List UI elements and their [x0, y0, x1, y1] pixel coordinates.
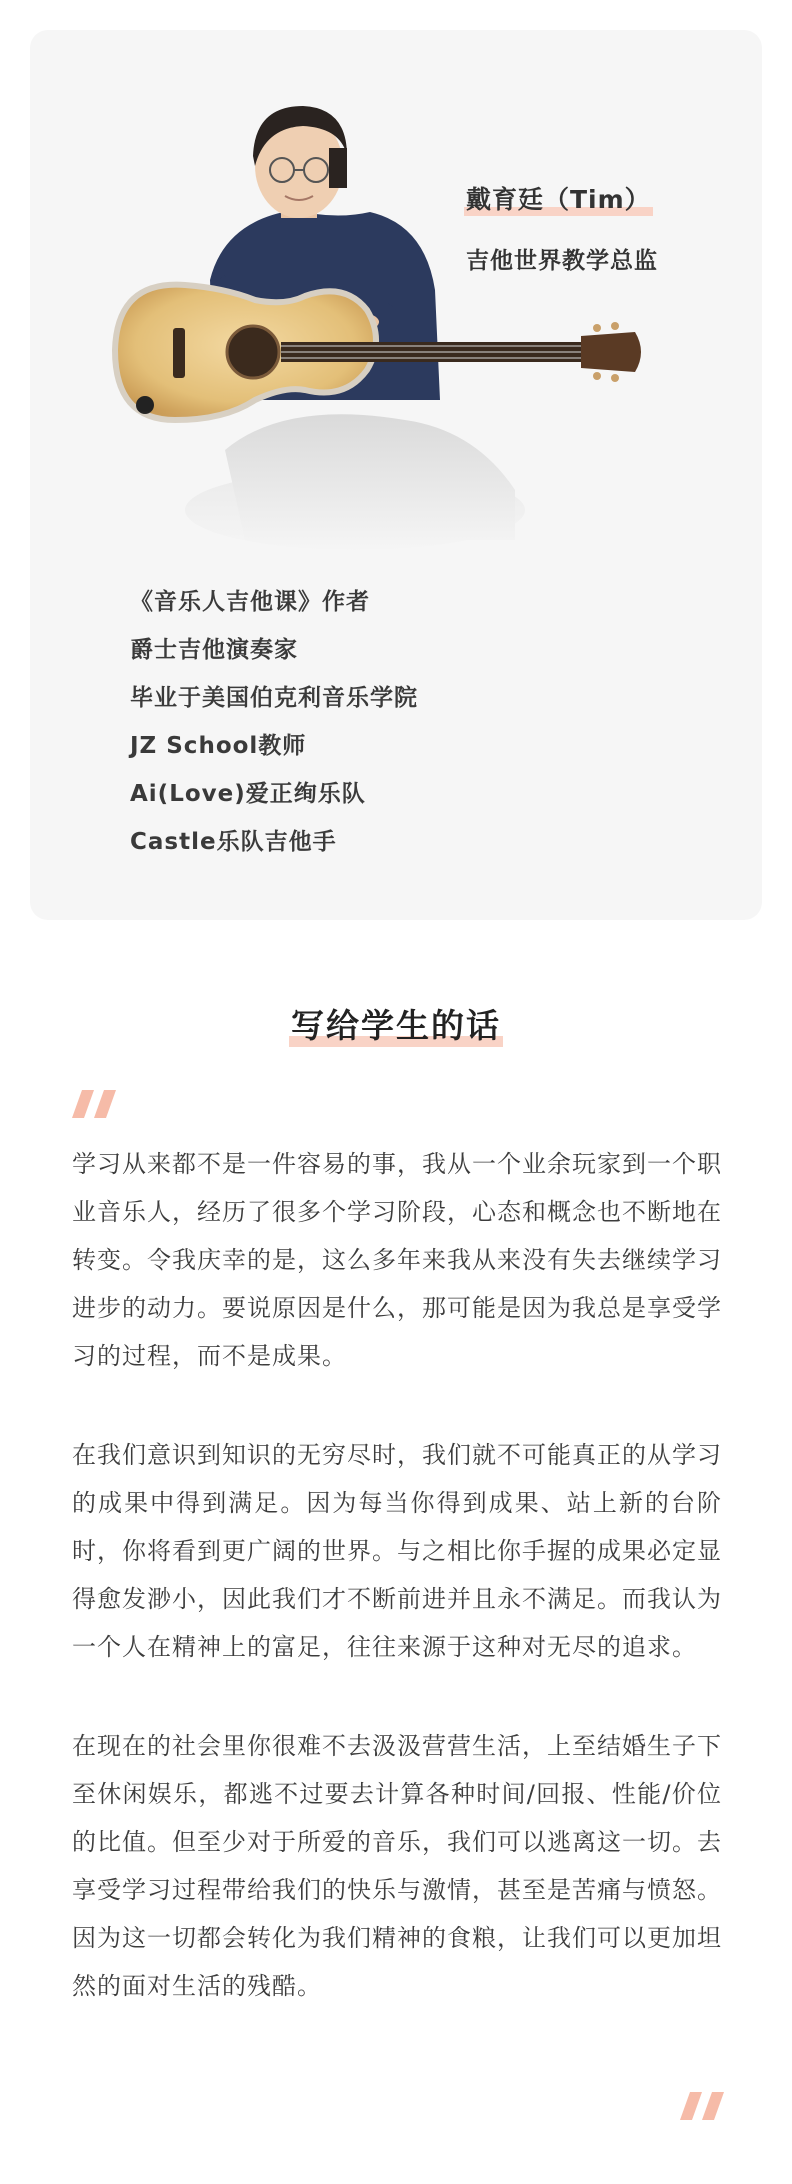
- credential-item: 《音乐人吉他课》作者: [130, 589, 370, 615]
- teacher-name: 戴育廷（Tim）: [464, 180, 653, 216]
- letter-paragraph: 学习从来都不是一件容易的事，我从一个业余玩家到一个职业音乐人，经历了很多个学习阶段，心态和概念也不断地在转变。令我庆幸的是，这么多年来我从来没有失去继续学习进步的动力。要说原因是什么，那可能是因为我总是享受学习的过程，而不是成果。: [72, 1150, 722, 1370]
- credential-item: 毕业于美国伯克利音乐学院: [130, 685, 418, 711]
- letter-body: [72, 1140, 722, 2061]
- close-quote-icon: [680, 2092, 726, 2120]
- teacher-role: 吉他世界教学总监: [466, 248, 658, 274]
- letter-title-wrap: [0, 1000, 792, 1047]
- open-quote-icon: [72, 1090, 118, 1118]
- letter-paragraph: 在现在的社会里你很难不去汲汲营营生活，上至结婚生子下至休闲娱乐，都逃不过要去计算各种时间/回报、性能/价位的比值。但至少对于所爱的音乐，我们可以逃离这一切。去享受学习过程带给我们的快乐与激情，甚至是苦痛与愤怒。因为这一切都会转化为我们精神的食粮，让我们可以更加坦然的面对生活的残酷。: [72, 1732, 722, 2000]
- letter-paragraph: 在我们意识到知识的无穷尽时，我们就不可能真正的从学习的成果中得到满足。因为每当你得到成果、站上新的台阶时，你将看到更广阔的世界。与之相比你手握的成果必定显得愈发渺小，因此我们才不断前进并且永不满足。而我认为一个人在精神上的富足，往往来源于这种对无尽的追求。: [72, 1441, 722, 1661]
- credential-item: Castle乐队吉他手: [130, 829, 337, 855]
- credentials-list: [130, 578, 418, 866]
- photo-fade: [30, 410, 630, 580]
- letter-title: 写给学生的话: [289, 1000, 503, 1047]
- credential-item: 爵士吉他演奏家: [130, 637, 298, 663]
- credential-item: JZ School教师: [130, 733, 307, 759]
- credential-item: Ai(Love)爱正绚乐队: [130, 781, 366, 807]
- profile-card: [30, 30, 762, 920]
